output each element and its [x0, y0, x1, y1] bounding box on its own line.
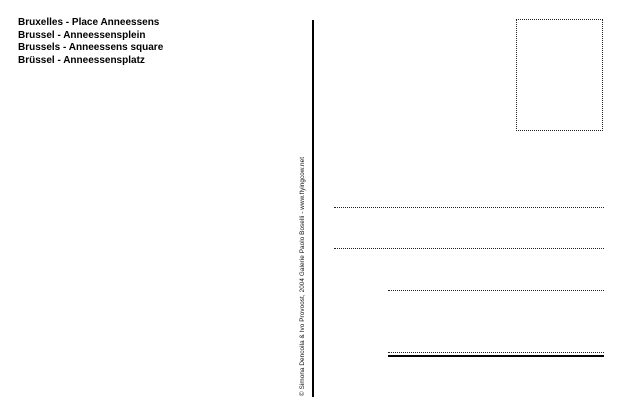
address-line-2	[334, 248, 604, 249]
title-dutch: Brussel - Anneessensplein	[18, 29, 146, 41]
address-line-1	[334, 207, 604, 208]
postcard-title-block	[18, 17, 163, 67]
title-french: Bruxelles - Place Anneessens	[18, 17, 160, 28]
address-line-4	[388, 352, 604, 353]
center-divider-line	[312, 20, 314, 397]
title-english: Brussels - Anneessens square	[18, 42, 164, 53]
title-german: Brüssel - Anneessensplatz	[18, 54, 145, 66]
address-line-3	[388, 290, 604, 291]
stamp-placeholder-box	[516, 19, 603, 131]
address-underline	[388, 355, 604, 357]
copyright-credit: © Simona Dencoila & Ivo Provoost, 2004 Galerie Paolo Boselli - www.flyingcow.net	[299, 156, 306, 396]
